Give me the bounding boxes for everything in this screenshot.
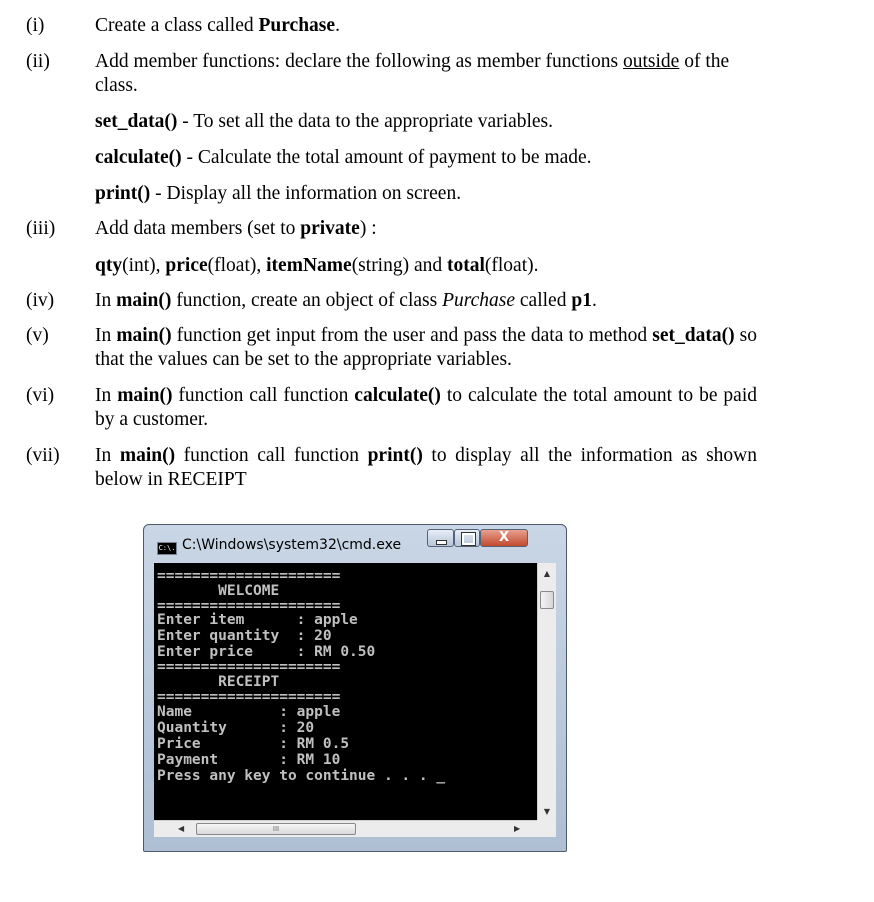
horizontal-scroll-thumb[interactable]: III bbox=[196, 823, 356, 835]
vertical-scrollbar[interactable] bbox=[537, 563, 556, 820]
instruction-text-run: of the class. bbox=[95, 51, 730, 96]
instruction-text-run: p1 bbox=[571, 290, 592, 311]
console-line: WELCOME bbox=[157, 583, 280, 599]
instruction-text-run: Add member functions: declare the following as member functions bbox=[95, 51, 623, 72]
instruction-text bbox=[95, 14, 757, 38]
instruction-text-run: function, create an object of class bbox=[171, 290, 443, 311]
console-window[interactable] bbox=[143, 524, 567, 852]
console-line: Quantity : 20 bbox=[157, 720, 315, 736]
console-line: Enter price : RM 0.50 bbox=[157, 644, 376, 660]
instruction-text-run: - Calculate the total amount of payment to be made. bbox=[181, 147, 592, 168]
instruction-text-run: main() bbox=[116, 325, 172, 346]
instruction-text-run: function call function bbox=[172, 385, 355, 406]
console-line: Price : RM 0.5 bbox=[157, 736, 350, 752]
instruction-text-run: Add data members (set to bbox=[95, 218, 301, 239]
instruction-number: (iv) bbox=[26, 290, 55, 311]
instruction-text-run: set_data() bbox=[95, 111, 178, 132]
instruction-text bbox=[95, 254, 757, 278]
console-app-icon: C:\. bbox=[157, 542, 177, 555]
console-line: Payment : RM 10 bbox=[157, 752, 341, 768]
instruction-text-run: so that the values can be set to the appropriate variables. bbox=[95, 325, 757, 370]
instruction-text-run: to display all the information as shown below in RECEIPT bbox=[95, 445, 757, 490]
instruction-text-run: calculate() bbox=[354, 385, 441, 406]
scroll-left-arrow-icon[interactable]: ◀ bbox=[178, 824, 185, 833]
console-line: Name : apple bbox=[157, 704, 341, 720]
instruction-text-run: In bbox=[95, 290, 117, 311]
instruction-text-run: main() bbox=[116, 290, 172, 311]
instruction-text-run: (float), bbox=[207, 255, 267, 276]
instruction-number: (iii) bbox=[26, 218, 56, 239]
instruction-text-run: called bbox=[515, 290, 572, 311]
instruction-text bbox=[95, 110, 757, 134]
instruction-text-run: . bbox=[335, 15, 340, 36]
resize-grip-icon[interactable] bbox=[537, 820, 556, 837]
instruction-text-run: itemName bbox=[266, 255, 352, 276]
instruction-text bbox=[95, 50, 757, 98]
instruction-text-run: main() bbox=[117, 385, 173, 406]
instruction-text-run: - Display all the information on screen. bbox=[150, 183, 462, 204]
instruction-text-run: Create a class called bbox=[95, 15, 259, 36]
instruction-text-run: total bbox=[447, 255, 485, 276]
maximize-button[interactable] bbox=[454, 529, 480, 547]
instruction-text-run: qty bbox=[95, 255, 123, 276]
instruction-text bbox=[95, 384, 757, 432]
instruction-text-run: ) : bbox=[359, 218, 377, 239]
horizontal-scrollbar[interactable] bbox=[154, 820, 537, 837]
instruction-number: (vii) bbox=[26, 445, 60, 466]
instruction-text-run: price bbox=[165, 255, 208, 276]
console-line: ===================== bbox=[157, 568, 341, 584]
instruction-number: (i) bbox=[26, 15, 45, 36]
close-button[interactable] bbox=[480, 529, 528, 547]
instruction-number: (v) bbox=[26, 325, 49, 346]
scroll-up-arrow-icon[interactable]: ▲ bbox=[543, 569, 551, 578]
vertical-scroll-thumb[interactable] bbox=[540, 591, 554, 609]
instruction-text-run: function call function bbox=[175, 445, 368, 466]
instruction-text-run: (float). bbox=[484, 255, 539, 276]
console-line: Press any key to continue . . . _ bbox=[157, 768, 446, 784]
instruction-text bbox=[95, 182, 757, 206]
instruction-text-run: print() bbox=[95, 183, 151, 204]
instruction-text-run: main() bbox=[119, 445, 176, 466]
instruction-text-run: - To set all the data to the appropriate variables. bbox=[177, 111, 554, 132]
instruction-text-run: function get input from the user and pass the data to method bbox=[171, 325, 653, 346]
instruction-number: (ii) bbox=[26, 51, 50, 72]
console-line: ===================== bbox=[157, 598, 341, 614]
instruction-text-run: Purchase bbox=[442, 290, 516, 311]
instruction-text bbox=[95, 444, 757, 492]
instruction-text-run: calculate() bbox=[95, 147, 182, 168]
instruction-text-run: print() bbox=[367, 445, 423, 466]
console-line: ===================== bbox=[157, 689, 341, 705]
instruction-text-run: set_data() bbox=[652, 325, 735, 346]
instruction-text-run: (string) and bbox=[351, 255, 447, 276]
instruction-text-run: private bbox=[300, 218, 360, 239]
scroll-down-arrow-icon[interactable]: ▼ bbox=[543, 807, 551, 816]
instruction-text bbox=[95, 289, 757, 313]
console-line: Enter item : apple bbox=[157, 612, 358, 628]
console-line: RECEIPT bbox=[157, 674, 280, 690]
console-line: ===================== bbox=[157, 659, 341, 675]
instruction-text bbox=[95, 324, 757, 372]
console-line: Enter quantity : 20 bbox=[157, 628, 332, 644]
instruction-text-run: Purchase bbox=[258, 15, 336, 36]
console-title-bar[interactable] bbox=[144, 525, 566, 563]
instruction-text-run: In bbox=[95, 445, 120, 466]
instruction-text-run: In bbox=[95, 385, 118, 406]
instruction-text-run: In bbox=[95, 325, 117, 346]
instruction-text-run: to calculate the total amount to be paid by a customer. bbox=[95, 385, 757, 430]
console-window-title: C:\Windows\system32\cmd.exe bbox=[182, 537, 402, 553]
instruction-text bbox=[95, 146, 757, 170]
scroll-right-arrow-icon[interactable]: ▶ bbox=[514, 824, 521, 833]
instruction-text bbox=[95, 217, 757, 241]
instruction-text-run: (int), bbox=[122, 255, 166, 276]
console-output[interactable] bbox=[154, 563, 537, 820]
instruction-text-run: outside bbox=[622, 51, 680, 72]
minimize-button[interactable] bbox=[427, 529, 454, 547]
instruction-number: (vi) bbox=[26, 385, 55, 406]
instruction-text-run: . bbox=[591, 290, 597, 311]
